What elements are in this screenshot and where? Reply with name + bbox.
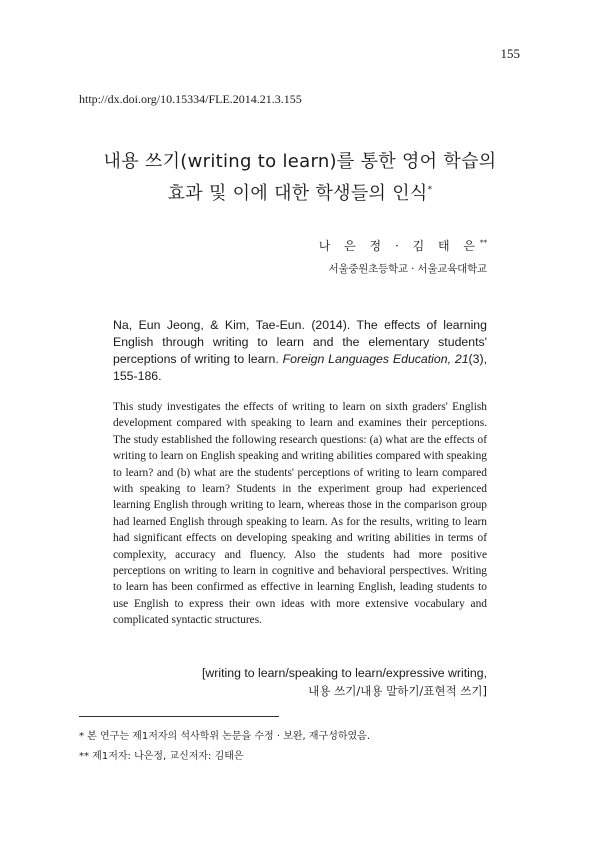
title-line-2-text: 효과 및 이에 대한 학생들의 인식 bbox=[167, 183, 428, 204]
title-footnote-marker: * bbox=[427, 185, 433, 195]
title-line-1: 내용 쓰기(writing to learn)를 통한 영어 학습의 bbox=[103, 151, 497, 172]
abstract: This study investigates the effects of writing to learn on sixth graders' English development compared with speaking to learn and examines their perceptions. The study established the following research questions: (a) what are the effects of writing to learn on English speaking and writing abilities compared with speaking to learn? and (b) what are the students' perceptions of writing to learn compared with speaking to learn? Students in the experiment group had experienced learning English through writing to learn, whereas those in the comparison group had learned English through speaking to learn. As for the results, writing to learn had significant effects on developing speaking and writing abilities in terms of complexity, accuracy and fluency. Also the students had more positive perceptions on writing to learn in cognitive and behavioral perspectives. Writing to learn has been confirmed as effective in learning English, leading students to use English to express their own ideas with more extensive vocabulary and complicated syntactic structures. bbox=[113, 401, 487, 627]
author-footnote-marker: ** bbox=[480, 239, 487, 247]
paper-title bbox=[0, 147, 600, 208]
keywords bbox=[202, 665, 487, 700]
footnote-1: * 본 연구는 제1저자의 석사학위 논문을 수정 · 보완, 재구성하였음. bbox=[79, 731, 371, 742]
author-affiliations: 서울중원초등학교 · 서울교육대학교 bbox=[328, 263, 487, 275]
keywords-english: [writing to learn/speaking to learn/expressive writing, bbox=[201, 666, 487, 680]
footnotes bbox=[79, 727, 370, 767]
citation bbox=[113, 317, 487, 385]
keywords-korean: 내용 쓰기/내용 말하기/표현적 쓰기] bbox=[308, 683, 487, 698]
page-number: 155 bbox=[500, 46, 520, 61]
footnote-2: ** 제1저자: 나은정, 교신저자: 김태은 bbox=[79, 751, 244, 762]
citation-issue: (3), 155-186. bbox=[113, 352, 487, 383]
citation-authors: Na, Eun Jeong, & Kim, Tae-Eun. (2014). The effects of learning English through writing to learn and the elementary students' perceptions of writing to learn. bbox=[113, 318, 487, 366]
footnote-divider bbox=[79, 716, 279, 717]
doi-link[interactable]: http://dx.doi.org/10.15334/FLE.2014.21.3.155 bbox=[79, 92, 302, 106]
author-names-text: 나 은 정 · 김 태 은 bbox=[318, 239, 480, 253]
title-line-2 bbox=[0, 176, 600, 208]
citation-journal: Foreign Languages Education, 21 bbox=[282, 352, 469, 366]
author-names bbox=[319, 237, 487, 254]
